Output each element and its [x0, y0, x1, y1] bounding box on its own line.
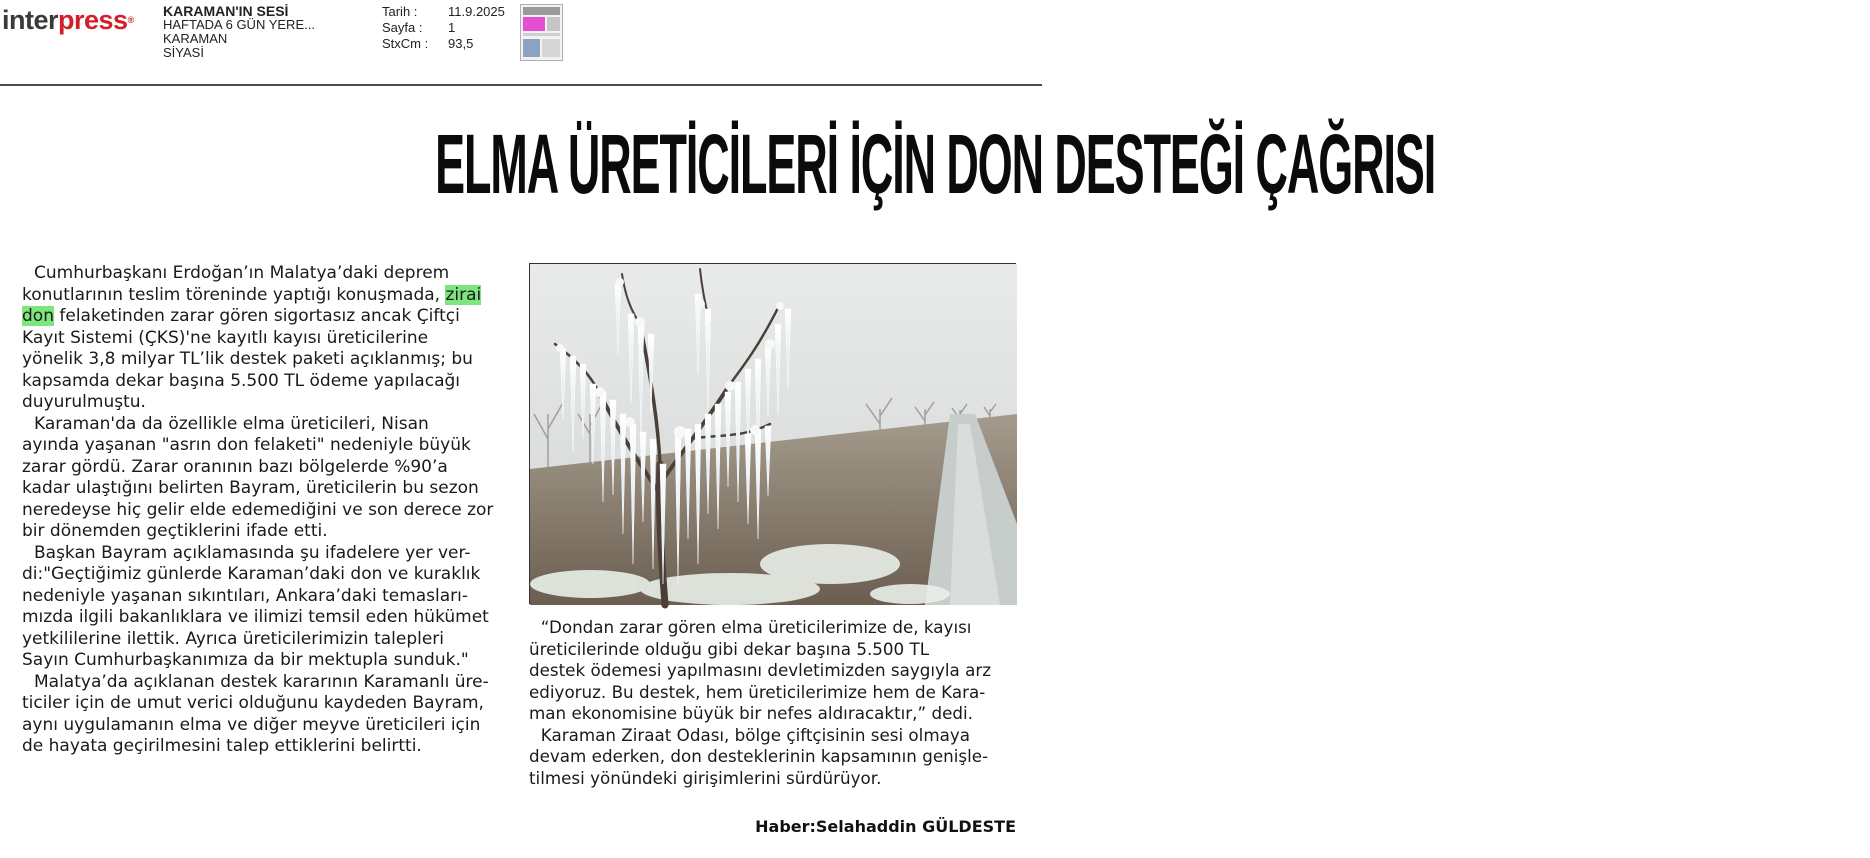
article-line: Karaman Ziraat Odası, bölge çiftçisinin sesi olmaya	[540, 725, 971, 746]
line-text: felaketinden zarar gören sigortasız ancak Çiftçi	[53, 306, 460, 326]
publication-info	[163, 4, 368, 60]
article-line: kapsamda dekar başına 5.500 TL ödeme yapılacağı	[22, 370, 461, 391]
frozen-orchard-image	[530, 264, 1017, 605]
highlighted-keyword: don	[22, 306, 54, 326]
article-line: Malatya’da açıklanan destek kararının Karamanlı üre-	[34, 671, 489, 692]
article-photo	[529, 263, 1016, 604]
article-line: Karaman'da da özellikle elma üreticileri, Nisan	[34, 413, 429, 434]
article-line: Başkan Bayram açıklamasında şu ifadelere yer ver-	[34, 542, 471, 563]
date-row	[382, 4, 505, 20]
article-line: bir dönemden geçtiklerini ifade etti.	[22, 521, 328, 541]
article-line: man ekonomisine büyük bir nefes aldıracaktır,” dedi.	[529, 704, 973, 724]
publication-city: KARAMAN	[163, 31, 228, 46]
header-divider	[0, 84, 1042, 86]
size-label: StxCm :	[382, 36, 429, 51]
page-value: 1	[448, 20, 456, 35]
registered-mark: ®	[127, 15, 134, 25]
logo-text-accent: press	[58, 5, 128, 35]
article-line: ticiler için de umut verici olduğunu kaydeden Bayram,	[22, 693, 484, 713]
publication-name: KARAMAN'IN SESİ	[163, 3, 289, 19]
thumb-highlight-block	[523, 17, 545, 31]
interpress-logo	[2, 4, 134, 36]
article-line: yetkililerine ilettik. Ayrıca üreticilerimizin talepleri	[22, 628, 445, 649]
page-row	[382, 20, 505, 36]
article-line: di:"Geçtiğimiz günlerde Karaman’daki don ve kuraklık	[22, 564, 481, 584]
article-line: devam ederken, don desteklerinin kapsamının genişle-	[529, 747, 989, 767]
highlighted-keyword: zirai	[445, 284, 482, 305]
headline	[0, 103, 1436, 225]
article-line: neredeyse hiç gelir elde edemediğini ve son derece zor	[22, 499, 494, 520]
article-line: üreticilerinde olduğu gibi dekar başına 5.500 TL	[529, 639, 930, 660]
clipping-meta	[382, 4, 505, 52]
logo-text-main: inter	[2, 5, 59, 35]
article-line: nedeniyle yaşanan sıkıntıları, Ankara’daki temasları-	[22, 585, 469, 606]
publication-section: SİYASİ	[163, 45, 204, 60]
article-line	[22, 306, 512, 328]
headline-text: ELMA ÜRETİCİLERİ İÇİN DON DESTEĞİ ÇAĞRISI	[435, 117, 1436, 211]
article-line: Kayıt Sistemi (ÇKS)'ne kayıtlı kayısı üreticilerine	[22, 327, 429, 348]
article-left-column	[22, 263, 512, 758]
article-line: “Dondan zarar gören elma üreticilerimize de, kayısı	[540, 618, 972, 638]
article-line: tilmesi yönündeki girişimlerini sürdürüyor.	[529, 768, 882, 789]
thumb-rule	[523, 33, 560, 36]
page-thumbnail[interactable]	[520, 4, 563, 61]
article-line: ayında yaşanan "asrın don felaketi" nedeniyle büyük	[22, 435, 471, 455]
size-value: 93,5	[448, 36, 474, 51]
article-line: aynı uygulamanın elma ve diğer meyve üreticileri için	[22, 714, 481, 735]
article-line: destek ödemesi yapılmasını devletimizden saygıyla arz	[529, 661, 992, 681]
thumb-block	[547, 17, 560, 31]
article-line: Sayın Cumhurbaşkanımıza da bir mektupla sunduk."	[22, 650, 469, 670]
article-line: kadar ulaştığını belirten Bayram, üreticilerin bu sezon	[22, 478, 479, 498]
article-line: ediyoruz. Bu destek, hem üreticilerimize hem de Kara-	[529, 682, 986, 703]
article-line: zarar gördü. Zarar oranının bazı bölgelerde %90’a	[22, 456, 448, 477]
line-text: konutlarının teslim töreninde yaptığı konuşmada,	[22, 284, 446, 305]
article-line: yönelik 3,8 milyar TL’lik destek paketi açıklanmış; bu	[22, 349, 473, 369]
thumb-masthead	[523, 7, 560, 15]
article-line: de hayata geçirilmesini talep ettiklerini belirtti.	[22, 736, 422, 756]
publication-frequency: HAFTADA 6 GÜN YERE...	[163, 17, 315, 32]
article-line: mızda ilgili bakanlıklara ve ilimizi temsil eden hükümet	[22, 607, 489, 627]
thumb-photo	[523, 39, 540, 57]
page-label: Sayfa :	[382, 20, 423, 35]
thumb-text-block	[542, 39, 560, 57]
article-line: duyurulmuştu.	[22, 392, 146, 412]
byline: Haber:Selahaddin GÜLDESTE	[755, 817, 1016, 836]
article-line	[22, 285, 512, 307]
date-value: 11.9.2025	[448, 4, 505, 19]
article-line: Cumhurbaşkanı Erdoğan’ın Malatya’daki deprem	[34, 263, 450, 283]
size-row	[382, 36, 505, 52]
article-right-column	[529, 618, 1024, 790]
date-label: Tarih :	[382, 4, 418, 19]
